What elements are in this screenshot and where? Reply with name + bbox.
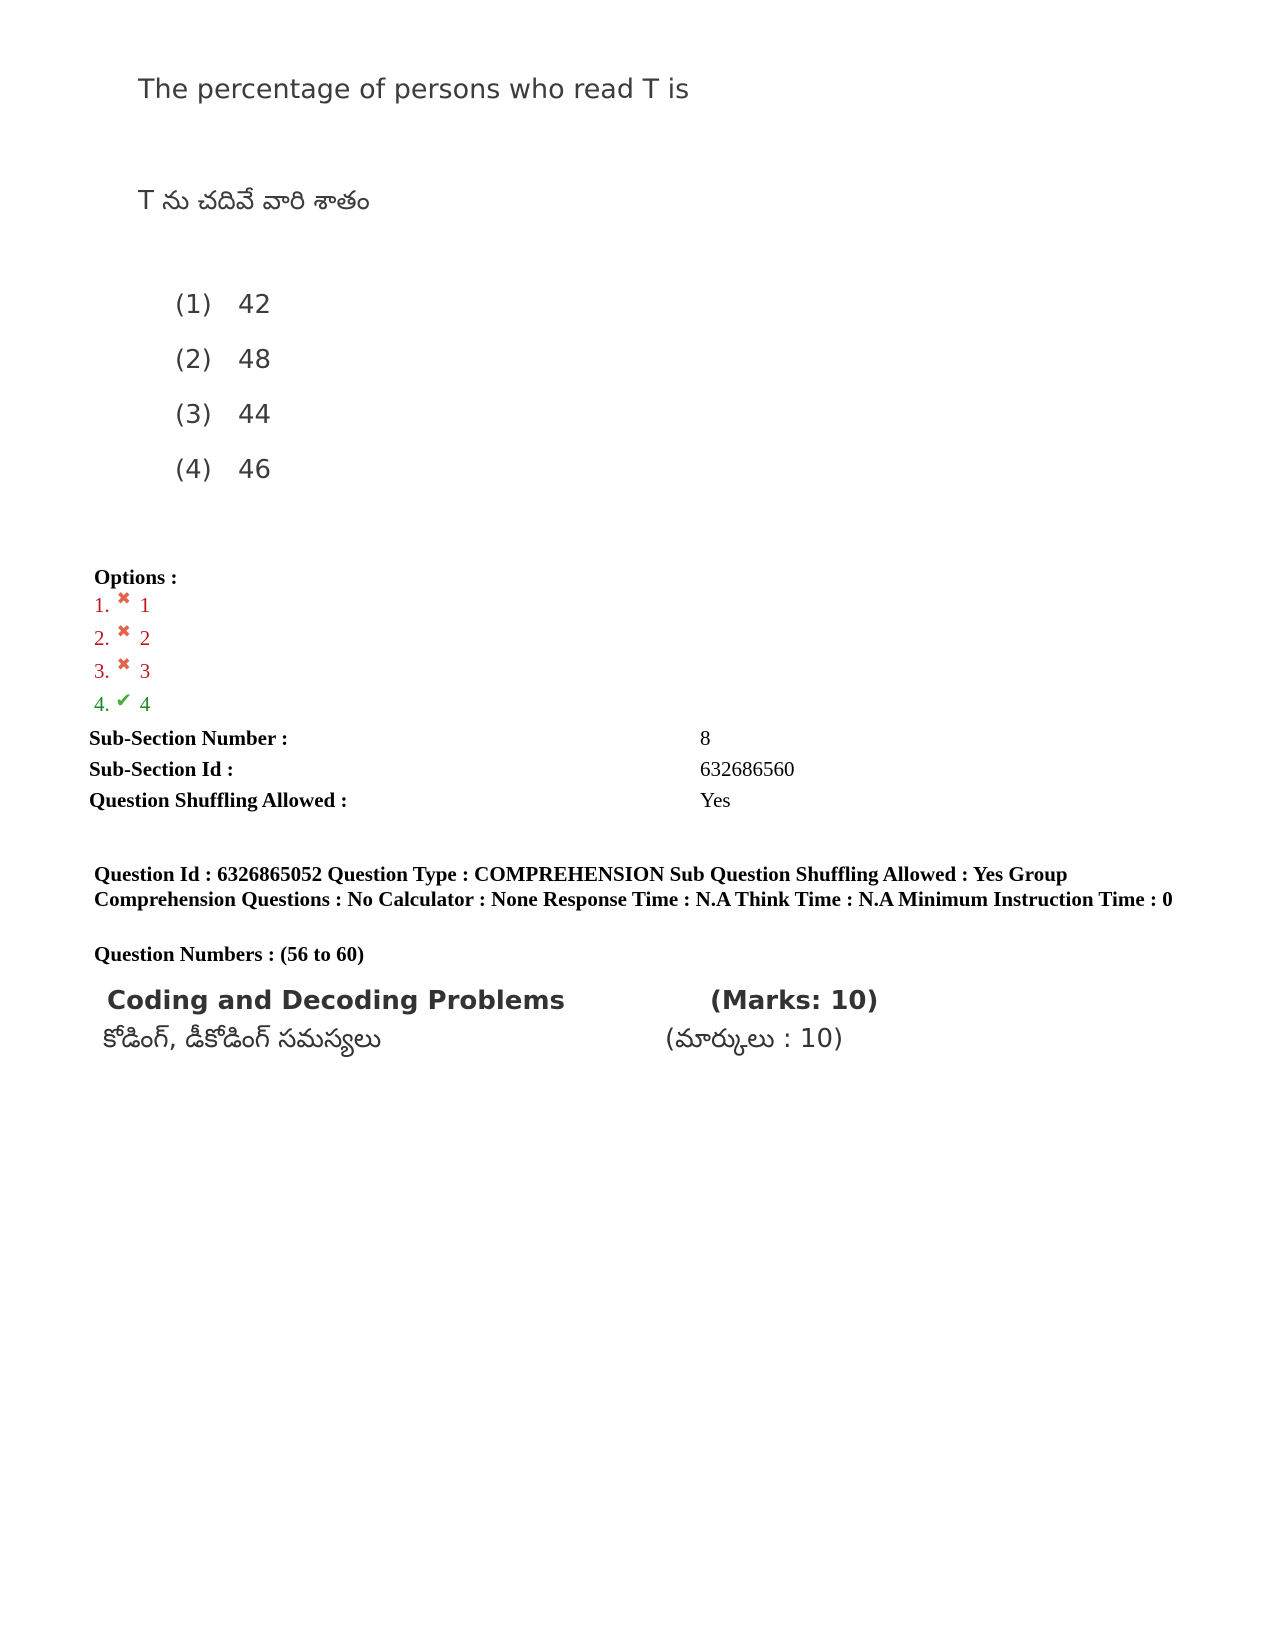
section-heading-telugu: కోడింగ్, డీకోడింగ్ సమస్యలు bbox=[103, 1024, 382, 1054]
choice-number: (1) bbox=[175, 290, 212, 320]
option-item-wrong bbox=[94, 622, 151, 651]
option-number: 1. bbox=[94, 593, 110, 617]
option-number: 4. bbox=[94, 692, 110, 716]
meta-value-subsection-number: 8 bbox=[700, 726, 711, 750]
question-info: Question Id : 6326865052 Question Type : COMPREHENSION Sub Question Shuffling Allowed : Yes Group Comprehension Questions : No Calculator : None Response Time : N.A Think Time : N.A Minimum Instruction Time : 0 bbox=[94, 862, 1173, 911]
question-numbers: Question Numbers : (56 to 60) bbox=[94, 942, 365, 966]
cross-icon: ✖ bbox=[116, 589, 131, 608]
option-value: 4 bbox=[139, 692, 151, 716]
answer-choice bbox=[175, 290, 271, 320]
choice-value: 44 bbox=[238, 400, 272, 430]
section-heading-english: Coding and Decoding Problems bbox=[107, 986, 566, 1016]
option-number: 3. bbox=[94, 659, 110, 683]
answer-choice bbox=[175, 345, 271, 375]
cross-icon: ✖ bbox=[116, 622, 131, 641]
meta-value-question-shuffling: Yes bbox=[700, 788, 731, 812]
choice-value: 48 bbox=[238, 345, 272, 375]
options-label: Options : bbox=[94, 565, 178, 589]
answer-choice bbox=[175, 400, 271, 430]
section-marks-telugu: (మార్కులు : 10) bbox=[665, 1024, 844, 1054]
option-number: 2. bbox=[94, 626, 110, 650]
option-item-wrong bbox=[94, 655, 151, 684]
option-item-correct bbox=[94, 692, 150, 717]
section-marks-english: (Marks: 10) bbox=[710, 986, 879, 1016]
meta-value-subsection-id: 632686560 bbox=[700, 757, 795, 781]
choice-number: (3) bbox=[175, 400, 212, 430]
choice-number: (4) bbox=[175, 455, 212, 485]
option-value: 1 bbox=[139, 593, 151, 617]
choice-value: 46 bbox=[238, 455, 272, 485]
option-value: 3 bbox=[139, 659, 151, 683]
check-icon: ✔ bbox=[115, 690, 133, 712]
option-item-wrong bbox=[94, 589, 151, 618]
choice-value: 42 bbox=[238, 290, 272, 320]
choice-number: (2) bbox=[175, 345, 212, 375]
question-text-english: The percentage of persons who read T is bbox=[138, 74, 690, 105]
option-value: 2 bbox=[139, 626, 151, 650]
cross-icon: ✖ bbox=[116, 655, 131, 674]
question-text-telugu: T ను చదివే వారి శాతం bbox=[138, 186, 370, 216]
meta-key-subsection-number: Sub-Section Number : bbox=[89, 726, 289, 750]
answer-choice bbox=[175, 455, 271, 485]
meta-key-question-shuffling: Question Shuffling Allowed : bbox=[89, 788, 348, 812]
meta-key-subsection-id: Sub-Section Id : bbox=[89, 757, 234, 781]
